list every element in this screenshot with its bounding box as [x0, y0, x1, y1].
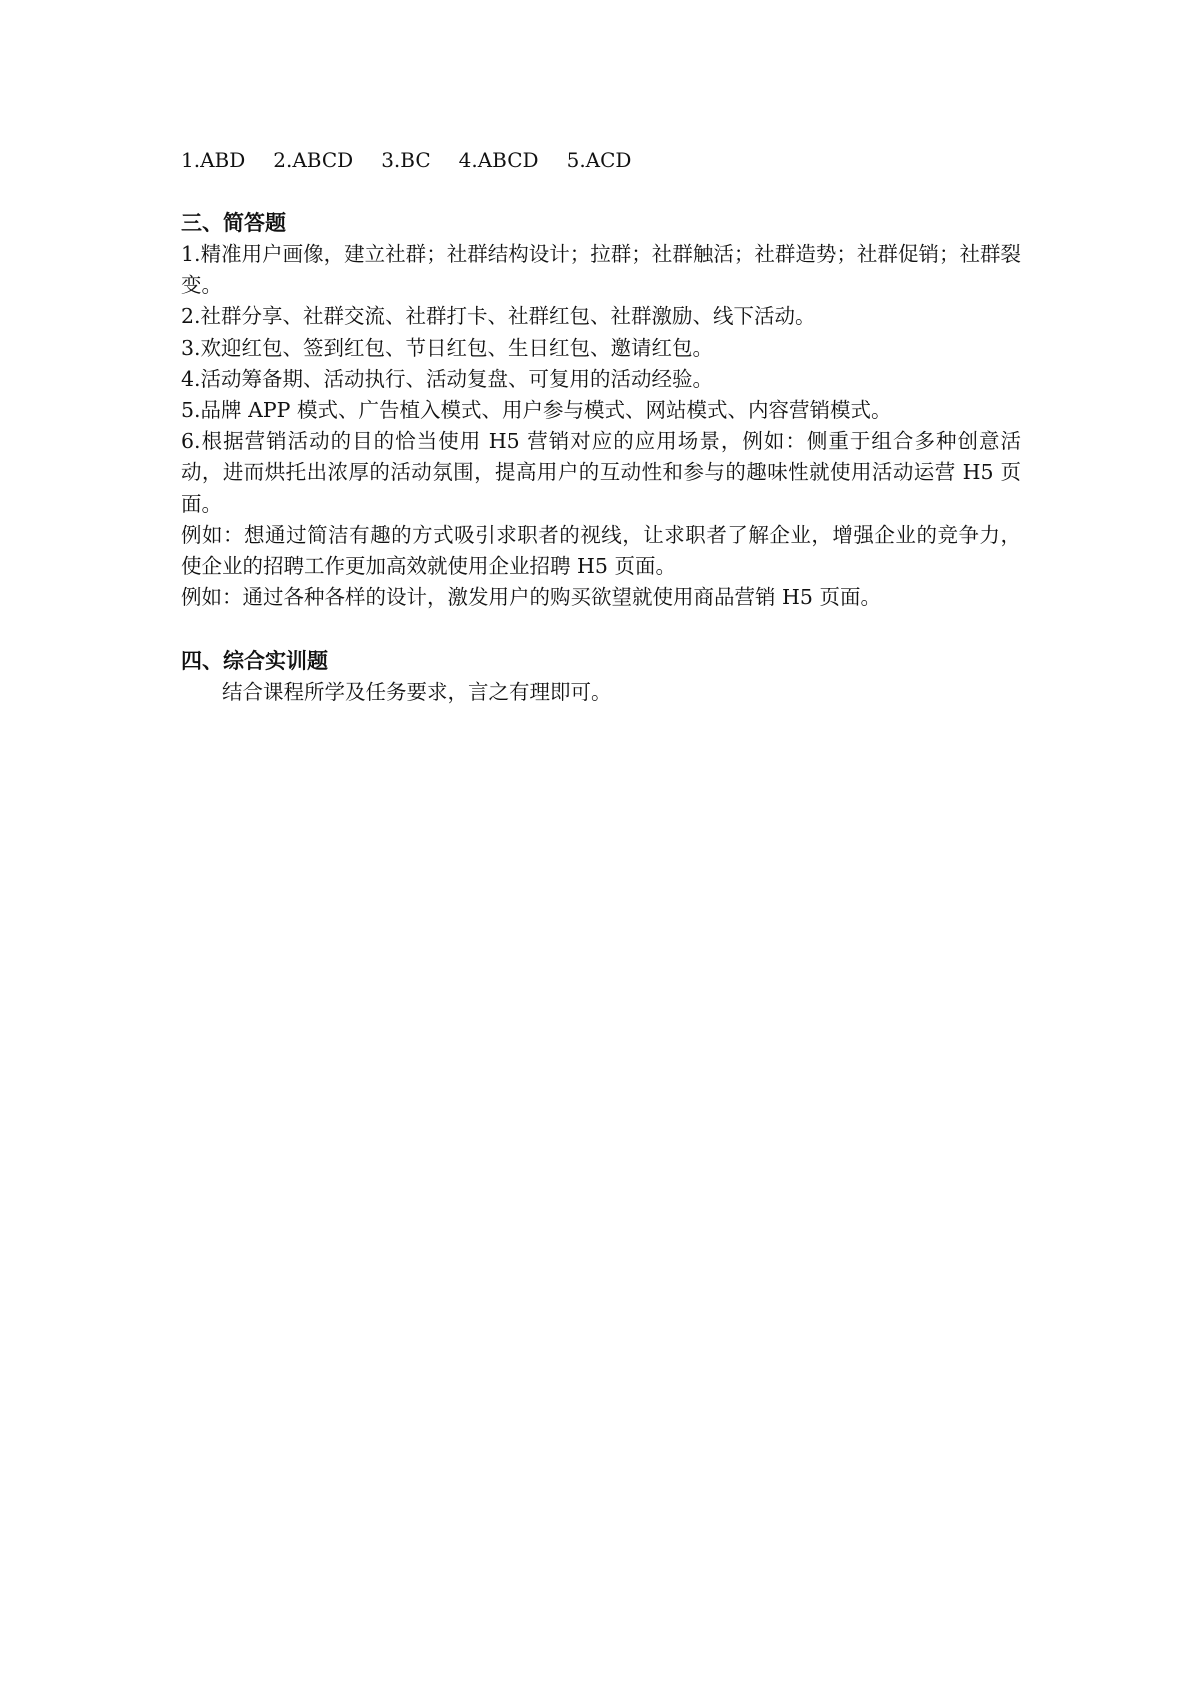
- objective-answers-line: [181, 145, 1021, 175]
- answer-1: 1.ABD: [181, 148, 246, 172]
- answer-5: 5.ACD: [566, 148, 632, 172]
- short-answer-item-3: 3.欢迎红包、签到红包、节日红包、生日红包、邀请红包。: [181, 335, 714, 360]
- answer-2: 2.ABCD: [273, 148, 354, 172]
- short-answer-example-recruitment: 例如：想通过简洁有趣的方式吸引求职者的视线，让求职者了解企业，增强企业的竞争力，使企业的招聘工作更加高效就使用企业招聘 H5 页面。: [181, 522, 1021, 579]
- practical-training-answer: 结合课程所学及任务要求，言之有理即可。: [222, 680, 612, 705]
- short-answer-item-6: 6.根据营销活动的目的恰当使用 H5 营销对应的应用场景，例如：侧重于组合多种创意活动，进而烘托出浓厚的活动氛围，提高用户的互动性和参与的趣味性就使用活动运营 H5 页面。: [181, 429, 1021, 516]
- answer-3: 3.BC: [381, 148, 431, 172]
- section-heading-practical-training: 四、综合实训题: [181, 649, 328, 674]
- short-answer-item-5: 5.品牌 APP 模式、广告植入模式、用户参与模式、网站模式、内容营销模式。: [181, 398, 892, 423]
- short-answer-example-product: 例如：通过各种各样的设计，激发用户的购买欲望就使用商品营销 H5 页面。: [181, 585, 881, 610]
- short-answer-item-1: 1.精准用户画像，建立社群；社群结构设计；拉群；社群触活；社群造势；社群促销；社群裂变。: [181, 242, 1021, 298]
- section-heading-short-answer: 三、简答题: [181, 211, 286, 235]
- short-answer-item-4: 4.活动筹备期、活动执行、活动复盘、可复用的活动经验。: [181, 366, 714, 391]
- document-content: [181, 145, 1021, 709]
- short-answer-item-2: 2.社群分享、社群交流、社群打卡、社群红包、社群激励、线下活动。: [181, 304, 816, 329]
- answer-4: 4.ABCD: [458, 148, 539, 172]
